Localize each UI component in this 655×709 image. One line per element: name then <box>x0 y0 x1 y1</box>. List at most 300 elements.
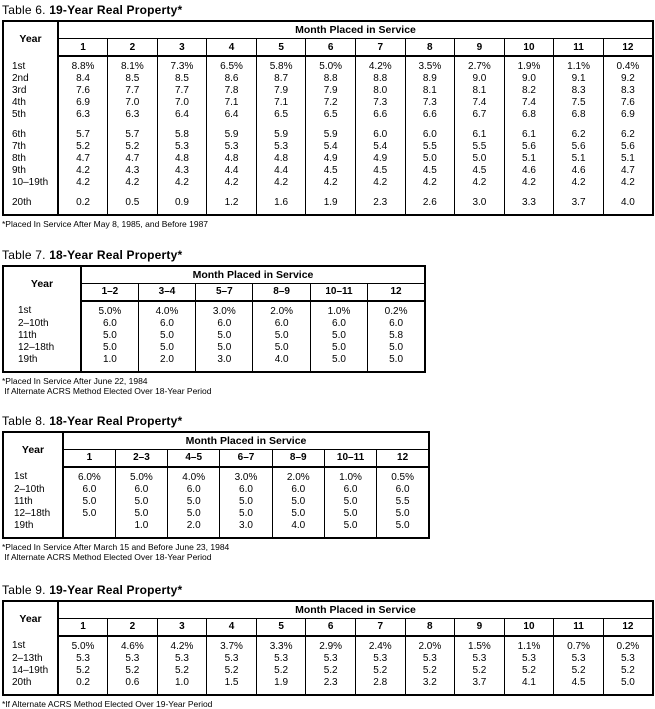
rate-cell: 6.0 <box>355 121 405 141</box>
rate-cell: 3.7 <box>455 677 505 695</box>
rate-cell: 4.5 <box>554 677 604 695</box>
rate-cell: 4.0 <box>272 520 324 538</box>
month-column-header: 3–4 <box>138 283 195 301</box>
rate-cell: 5.2 <box>58 665 108 677</box>
table-caption-number: Table 9. <box>2 583 46 597</box>
month-column-header: 1 <box>63 449 115 467</box>
row-year-label: 2–10th <box>3 318 81 330</box>
footnote-line: *Placed In Service After May 8, 1985, and Before 1987 <box>2 219 654 230</box>
month-column-header: 3 <box>157 39 207 57</box>
rate-cell: 5.0 <box>377 520 429 538</box>
rate-cell: 5.0 <box>310 330 367 342</box>
rate-cell: 7.2 <box>306 97 356 109</box>
rate-cell: 4.7 <box>603 165 653 177</box>
rate-cell: 4.2 <box>554 177 604 189</box>
rate-cell: 5.3 <box>58 653 108 665</box>
month-column-header: 11 <box>554 618 604 636</box>
rate-cell: 1.6 <box>256 189 306 215</box>
table-row <box>3 342 425 354</box>
table-row <box>3 165 653 177</box>
rate-cell: 5.2 <box>355 665 405 677</box>
rate-table-table9 <box>2 600 654 696</box>
rate-cell: 5.2 <box>603 665 653 677</box>
rate-cell: 0.2% <box>603 636 653 653</box>
rate-cell: 4.8 <box>157 153 207 165</box>
rate-cell: 8.8 <box>355 73 405 85</box>
rate-cell: 2.3 <box>355 189 405 215</box>
rate-cell: 8.7 <box>256 73 306 85</box>
year-column-header: Year <box>3 266 81 301</box>
rate-cell: 2.0% <box>253 301 310 318</box>
rate-cell: 6.8 <box>504 109 554 121</box>
table-caption-number: Table 6. <box>2 3 46 17</box>
rate-cell: 5.5 <box>405 141 455 153</box>
rate-cell: 7.4 <box>455 97 505 109</box>
rate-cell: 5.0% <box>306 56 356 73</box>
table-caption-text: 19-Year Real Property* <box>49 583 182 597</box>
rate-cell: 4.0% <box>138 301 195 318</box>
row-year-label: 10–19th <box>3 177 58 189</box>
header-row-top <box>3 266 425 284</box>
rate-cell: 6.3 <box>108 109 158 121</box>
rate-cell: 5.0 <box>81 342 138 354</box>
rate-cell: 3.5% <box>405 56 455 73</box>
rate-cell: 3.7% <box>207 636 257 653</box>
rate-cell: 5.2 <box>207 665 257 677</box>
row-year-label: 1st <box>3 467 63 484</box>
rate-cell: 5.3 <box>455 653 505 665</box>
rate-cell: 5.4 <box>306 141 356 153</box>
rate-cell: 6.5 <box>256 109 306 121</box>
rate-cell: 4.5 <box>455 165 505 177</box>
rate-cell: 5.9 <box>256 121 306 141</box>
rate-cell: 7.1 <box>256 97 306 109</box>
rate-cell: 4.2 <box>306 177 356 189</box>
month-column-header: 5 <box>256 618 306 636</box>
rate-cell: 5.0 <box>196 330 253 342</box>
table-row <box>3 177 653 189</box>
rate-cell: 1.5 <box>207 677 257 695</box>
rate-cell: 5.3 <box>207 653 257 665</box>
rate-cell: 5.0 <box>253 330 310 342</box>
rate-cell: 6.5 <box>306 109 356 121</box>
rate-cell: 6.0 <box>81 318 138 330</box>
row-year-label: 12–18th <box>3 342 81 354</box>
rate-cell: 1.9% <box>504 56 554 73</box>
header-row-months <box>3 449 429 467</box>
rate-cell: 7.0 <box>157 97 207 109</box>
footnote-line: *If Alternate ACRS Method Elected Over 19-Year Period <box>2 699 654 709</box>
table-row <box>3 189 653 215</box>
rate-cell: 6.7 <box>455 109 505 121</box>
row-year-label: 4th <box>3 97 58 109</box>
month-column-header: 1 <box>58 618 108 636</box>
rate-cell: 2.8 <box>355 677 405 695</box>
rate-cell: 5.0 <box>272 508 324 520</box>
rate-cell: 1.0% <box>310 301 367 318</box>
rate-cell: 0.9 <box>157 189 207 215</box>
rate-cell: 5.3 <box>405 653 455 665</box>
rate-cell: 1.9 <box>256 677 306 695</box>
rate-cell: 0.2 <box>58 189 108 215</box>
rate-cell: 7.9 <box>256 85 306 97</box>
rate-cell: 7.3 <box>355 97 405 109</box>
rate-cell: 5.0 <box>220 496 272 508</box>
month-column-header: 8–9 <box>253 283 310 301</box>
year-column-header: Year <box>3 432 63 467</box>
rate-cell: 5.0 <box>115 508 167 520</box>
month-column-header: 10 <box>504 39 554 57</box>
rate-cell: 1.1% <box>504 636 554 653</box>
rate-cell: 6.4 <box>157 109 207 121</box>
rate-cell: 7.9 <box>306 85 356 97</box>
rate-cell: 5.8% <box>256 56 306 73</box>
header-row-months <box>3 39 653 57</box>
rate-cell: 6.8 <box>554 109 604 121</box>
row-year-label: 19th <box>3 354 81 372</box>
month-column-header: 4–5 <box>168 449 220 467</box>
row-year-label: 7th <box>3 141 58 153</box>
row-year-label: 11th <box>3 496 63 508</box>
rate-cell: 7.6 <box>58 85 108 97</box>
table-row <box>3 73 653 85</box>
rate-cell: 8.8 <box>306 73 356 85</box>
table-row <box>3 665 653 677</box>
rate-cell: 4.2 <box>108 177 158 189</box>
rate-cell: 0.2% <box>368 301 425 318</box>
rate-cell: 3.3 <box>504 189 554 215</box>
rate-cell: 5.3 <box>207 141 257 153</box>
rate-cell: 6.0 <box>196 318 253 330</box>
month-column-header: 3 <box>157 618 207 636</box>
row-year-label: 14–19th <box>3 665 58 677</box>
rate-cell: 8.4 <box>58 73 108 85</box>
row-year-label: 6th <box>3 121 58 141</box>
rate-cell: 5.0 <box>63 496 115 508</box>
rate-cell: 4.4 <box>256 165 306 177</box>
month-placed-header: Month Placed in Service <box>58 21 653 39</box>
year-column-header: Year <box>3 21 58 56</box>
table-caption-number: Table 8. <box>2 414 46 428</box>
rate-cell: 6.0% <box>63 467 115 484</box>
rate-cell: 6.0 <box>138 318 195 330</box>
rate-cell: 0.6 <box>108 677 158 695</box>
rate-cell: 8.5 <box>157 73 207 85</box>
rate-cell: 6.1 <box>455 121 505 141</box>
rate-cell: 4.3 <box>108 165 158 177</box>
rate-cell: 2.0% <box>405 636 455 653</box>
row-year-label: 19th <box>3 520 63 538</box>
month-placed-header: Month Placed in Service <box>63 432 429 450</box>
rate-cell: 1.0 <box>157 677 207 695</box>
rate-cell: 0.4% <box>603 56 653 73</box>
rate-cell: 6.0 <box>310 318 367 330</box>
table-row <box>3 467 429 484</box>
rate-cell: 7.0 <box>108 97 158 109</box>
rate-cell: 6.0 <box>324 484 376 496</box>
table-row <box>3 330 425 342</box>
rate-cell: 6.5% <box>207 56 257 73</box>
row-year-label: 20th <box>3 189 58 215</box>
footnote-line: *Placed In Service After March 15 and Before June 23, 1984 <box>2 542 654 553</box>
rate-cell: 6.0 <box>115 484 167 496</box>
rate-cell: 8.3 <box>554 85 604 97</box>
rate-cell: 1.0% <box>324 467 376 484</box>
rate-cell: 8.6 <box>207 73 257 85</box>
rate-cell: 5.7 <box>108 121 158 141</box>
header-row-top <box>3 432 429 450</box>
footnote-line: If Alternate ACRS Method Elected Over 18-Year Period <box>2 552 654 563</box>
table-row <box>3 636 653 653</box>
rate-cell: 8.1 <box>455 85 505 97</box>
rate-cell: 6.9 <box>58 97 108 109</box>
rate-cell: 7.3% <box>157 56 207 73</box>
row-year-label: 11th <box>3 330 81 342</box>
table-caption-text: 18-Year Real Property* <box>49 414 182 428</box>
rate-cell: 4.2 <box>455 177 505 189</box>
rate-cell: 4.2 <box>256 177 306 189</box>
row-year-label: 1st <box>3 636 58 653</box>
rate-cell: 6.0 <box>168 484 220 496</box>
rate-cell: 5.0% <box>81 301 138 318</box>
rate-cell: 9.2 <box>603 73 653 85</box>
header-row-months <box>3 618 653 636</box>
rate-cell: 5.0 <box>368 354 425 372</box>
rate-cell: 5.0 <box>310 342 367 354</box>
month-column-header: 10–11 <box>310 283 367 301</box>
rate-cell: 5.0 <box>455 153 505 165</box>
rate-cell: 1.5% <box>455 636 505 653</box>
rate-cell: 5.2 <box>455 665 505 677</box>
rate-cell: 7.6 <box>603 97 653 109</box>
month-column-header: 12 <box>377 449 429 467</box>
month-column-header: 7 <box>355 618 405 636</box>
rate-cell: 5.0 <box>168 496 220 508</box>
table-row <box>3 121 653 141</box>
rate-cell: 7.4 <box>504 97 554 109</box>
table-row <box>3 109 653 121</box>
rate-cell: 5.0 <box>324 496 376 508</box>
rate-cell: 5.0% <box>58 636 108 653</box>
table-section-table8 <box>2 414 654 563</box>
rate-cell: 4.6 <box>504 165 554 177</box>
rate-cell: 5.0 <box>310 354 367 372</box>
month-column-header: 4 <box>207 618 257 636</box>
rate-cell: 4.2 <box>603 177 653 189</box>
rate-cell: 5.3 <box>504 653 554 665</box>
table-caption <box>2 3 654 17</box>
rate-cell: 6.3 <box>58 109 108 121</box>
table-caption-text: 19-Year Real Property* <box>49 3 182 17</box>
rate-cell: 7.7 <box>157 85 207 97</box>
rate-cell: 5.0 <box>220 508 272 520</box>
rate-cell: 5.2 <box>58 141 108 153</box>
rate-cell: 5.6 <box>603 141 653 153</box>
month-column-header: 6 <box>306 39 356 57</box>
table-row <box>3 141 653 153</box>
table-row <box>3 56 653 73</box>
rate-cell: 4.9 <box>306 153 356 165</box>
month-column-header: 8–9 <box>272 449 324 467</box>
row-year-label: 2nd <box>3 73 58 85</box>
row-year-label: 1st <box>3 56 58 73</box>
rate-cell: 5.3 <box>306 653 356 665</box>
rate-cell: 5.0 <box>196 342 253 354</box>
rate-cell: 5.0 <box>272 496 324 508</box>
rate-table-table7 <box>2 265 426 373</box>
table-footnotes <box>2 376 654 397</box>
table-row <box>3 97 653 109</box>
rate-cell: 5.2 <box>306 665 356 677</box>
rate-cell: 8.3 <box>603 85 653 97</box>
table-row <box>3 153 653 165</box>
table-row <box>3 653 653 665</box>
month-column-header: 2 <box>108 618 158 636</box>
table-caption <box>2 583 654 597</box>
table-caption <box>2 248 654 262</box>
rate-cell: 5.2 <box>256 665 306 677</box>
rate-cell: 5.4 <box>355 141 405 153</box>
rate-cell: 4.7 <box>108 153 158 165</box>
rate-cell: 8.1% <box>108 56 158 73</box>
row-year-label: 1st <box>3 301 81 318</box>
year-column-header: Year <box>3 601 58 636</box>
rate-cell: 4.3 <box>157 165 207 177</box>
rate-cell: 5.3 <box>256 141 306 153</box>
row-year-label: 9th <box>3 165 58 177</box>
rate-cell: 1.2 <box>207 189 257 215</box>
row-year-label: 2–13th <box>3 653 58 665</box>
rate-cell: 4.2% <box>355 56 405 73</box>
rate-cell: 6.0 <box>220 484 272 496</box>
row-year-label: 5th <box>3 109 58 121</box>
rate-table-table6 <box>2 20 654 216</box>
rate-cell: 5.0 <box>81 330 138 342</box>
rate-cell: 5.1 <box>603 153 653 165</box>
row-year-label: 3rd <box>3 85 58 97</box>
table-caption-text: 18-Year Real Property* <box>49 248 182 262</box>
month-column-header: 5 <box>256 39 306 57</box>
rate-cell: 4.2 <box>504 177 554 189</box>
rate-cell: 4.9 <box>355 153 405 165</box>
rate-cell: 5.9 <box>306 121 356 141</box>
rate-cell: 5.5 <box>377 496 429 508</box>
rate-cell: 5.3 <box>554 653 604 665</box>
table-footnotes <box>2 699 654 709</box>
month-placed-header: Month Placed in Service <box>81 266 425 284</box>
month-column-header: 9 <box>455 39 505 57</box>
rate-cell: 5.3 <box>603 653 653 665</box>
table-footnotes <box>2 542 654 563</box>
header-row-top <box>3 601 653 619</box>
rate-cell: 3.0% <box>196 301 253 318</box>
rate-cell: 5.6 <box>504 141 554 153</box>
rate-cell: 7.8 <box>207 85 257 97</box>
rate-cell: 6.0 <box>63 484 115 496</box>
rate-cell: 4.6 <box>554 165 604 177</box>
rate-cell: 5.0% <box>115 467 167 484</box>
rate-cell: 5.2 <box>554 665 604 677</box>
tables-root <box>2 3 654 709</box>
table-section-table6 <box>2 3 654 230</box>
month-column-header: 1 <box>58 39 108 57</box>
rate-cell: 2.0% <box>272 467 324 484</box>
rate-cell: 4.2 <box>207 177 257 189</box>
rate-cell: 2.7% <box>455 56 505 73</box>
rate-cell: 5.2 <box>108 141 158 153</box>
rate-cell: 5.1 <box>504 153 554 165</box>
table-row <box>3 520 429 538</box>
rate-cell: 8.1 <box>405 85 455 97</box>
rate-cell: 5.0 <box>324 520 376 538</box>
month-placed-header: Month Placed in Service <box>58 601 653 619</box>
rate-cell: 7.5 <box>554 97 604 109</box>
rate-cell: 0.2 <box>58 677 108 695</box>
rate-cell: 6.0 <box>272 484 324 496</box>
rate-cell: 5.0 <box>377 508 429 520</box>
rate-cell: 8.8% <box>58 56 108 73</box>
rate-cell: 4.2 <box>355 177 405 189</box>
rate-cell: 5.0 <box>368 342 425 354</box>
rate-cell: 6.6 <box>405 109 455 121</box>
rate-cell: 9.1 <box>554 73 604 85</box>
rate-cell: 6.2 <box>603 121 653 141</box>
rate-cell: 7.7 <box>108 85 158 97</box>
rate-cell: 5.2 <box>405 665 455 677</box>
rate-cell: 4.2 <box>58 165 108 177</box>
rate-cell: 5.0 <box>115 496 167 508</box>
rate-cell: 5.3 <box>157 653 207 665</box>
rate-cell: 5.1 <box>554 153 604 165</box>
rate-cell: 5.3 <box>108 653 158 665</box>
rate-cell: 6.4 <box>207 109 257 121</box>
rate-cell: 2.4% <box>355 636 405 653</box>
rate-cell: 0.5% <box>377 467 429 484</box>
rate-cell: 1.0 <box>81 354 138 372</box>
month-column-header: 4 <box>207 39 257 57</box>
rate-cell: 3.2 <box>405 677 455 695</box>
rate-cell: 2.3 <box>306 677 356 695</box>
table-caption <box>2 414 654 428</box>
rate-cell: 0.7% <box>554 636 604 653</box>
table-section-table9 <box>2 583 654 709</box>
rate-cell: 4.2 <box>405 177 455 189</box>
rate-cell: 3.7 <box>554 189 604 215</box>
month-column-header: 8 <box>405 39 455 57</box>
footnote-line: *Placed In Service After June 22, 1984 <box>2 376 654 387</box>
row-year-label: 2–10th <box>3 484 63 496</box>
rate-cell: 8.5 <box>108 73 158 85</box>
rate-cell: 3.3% <box>256 636 306 653</box>
table-row <box>3 85 653 97</box>
rate-cell: 2.6 <box>405 189 455 215</box>
rate-cell: 5.3 <box>355 653 405 665</box>
rate-cell: 5.0 <box>324 508 376 520</box>
rate-cell: 2.0 <box>138 354 195 372</box>
table-row <box>3 484 429 496</box>
month-column-header: 10–11 <box>324 449 376 467</box>
month-column-header: 7 <box>355 39 405 57</box>
rate-cell: 5.0 <box>253 342 310 354</box>
rate-cell: 4.5 <box>405 165 455 177</box>
rate-cell: 5.3 <box>157 141 207 153</box>
rate-cell: 2.9% <box>306 636 356 653</box>
rate-cell: 4.2 <box>58 177 108 189</box>
rate-cell: 5.8 <box>368 330 425 342</box>
rate-cell: 5.8 <box>157 121 207 141</box>
rate-cell: 5.0 <box>138 342 195 354</box>
month-column-header: 10 <box>504 618 554 636</box>
